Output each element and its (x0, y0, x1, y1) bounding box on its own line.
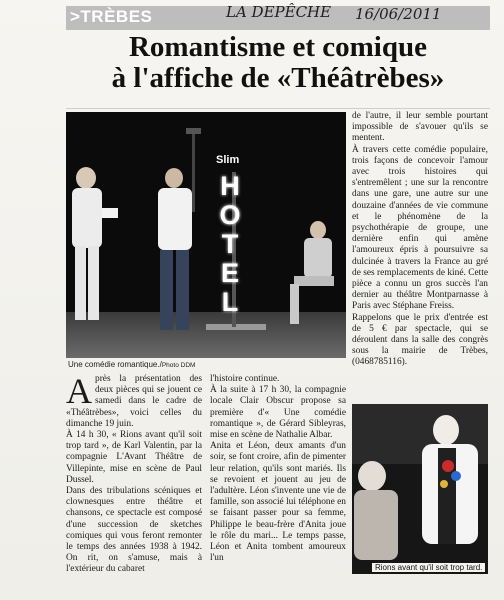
intro-text: près la présentation des deux pièces qui se jouent ce samedi dans le cadre de «Théâtrèbes», voici celles du dimanche 19 juin. (66, 374, 202, 429)
headline-line-1: Romantisme et comique (128, 31, 427, 63)
hotel-sign-small-text: Slim (216, 154, 240, 166)
hotel-letter-e: E (220, 258, 239, 288)
paragraph: À 14 h 30, « Rions avant qu'il soit trop tard », de Karl Valentin, par la compagnie L'Avant Théâtre de Villepinte, mise en scène de Paul Dussel. (66, 430, 202, 485)
paragraph: de l'autre, il leur semble pourtant impossible de s'avouer qu'ils se mentent. (352, 111, 488, 144)
stage-photo-illustration (66, 112, 346, 358)
paragraph: À travers cette comédie populaire, trois façons de concevoir l'amour avec trois histoires qui s'entremêlent ; une sur la rencontre dans une gare, une autre sur une douzaine d'années de vie commune et le phénomène de la psychothérapie de groupe, une dernière enfin qui amène l'amoureux épris à poursuivre sa dulcinée à travers la France au gré de ses remplacements de kiné. Cette pièce a connu un gros succès l'an dernier au théâtre Montparnasse à Paris avec Stéphane Freiss. (352, 144, 488, 312)
hotel-letter-l: L (221, 287, 239, 317)
photo1-credit: Photo DDM (161, 362, 196, 369)
handwritten-source: LA DEPÊCHE (226, 3, 332, 21)
article-column-2 (210, 374, 346, 564)
headline-rule (66, 108, 490, 109)
paragraph: Dans des tribulations scéniques et clownesques entre théâtre et chansons, ce spectacle est composé d'une succession de sketches comiques qui vous feront remonter le temps des années 1938 à 1942. On rit, on s'amuse, mais à l'extérieur du cabaret (66, 486, 202, 575)
handwritten-date: 16/06/2011 (355, 5, 442, 23)
article-column-3 (352, 111, 488, 369)
section-label: >TRÈBES (70, 7, 153, 26)
drop-cap: A (66, 371, 92, 411)
hotel-letter-h: H (220, 171, 240, 201)
paragraph: À la suite à 17 h 30, la compagnie locale Clair Obscur propose sa première d'« Une comédie romantique », de Gérard Sibleyras, mise en scène de Nathalie Albar. (210, 385, 346, 441)
headline (66, 32, 490, 94)
article-column-1 (66, 371, 202, 576)
paragraph: Anita et Léon, deux amants d'un soir, se font croire, afin de pimenter leur relation, qu'ils sont mariés. Ils se revoient et jouent au jeu de l'adultère. Léon s'invente une vie de famille, son associé lui téléphone en se faisant passer pour sa femme, Philippe le beau-frère d'Anita joue le rôle du mari... Le temps passe, Léon et Anita tombent amoureux l'un (210, 441, 346, 564)
clowns-photo (352, 404, 488, 574)
hotel-letter-t: T (221, 229, 239, 259)
intro-paragraph (66, 371, 202, 430)
hotel-letter-o: O (219, 200, 241, 230)
stage-photo (66, 112, 346, 358)
clowns-photo-illustration (352, 404, 488, 574)
photo1-caption-text: Une comédie romantique./ (68, 360, 162, 369)
photo2-caption: Rions avant qu'il soit trop tard. (372, 563, 485, 572)
paragraph: Rappelons que le prix d'entrée est de 5 € par spectacle, qui se déroulent dans la salle des congrès sous la mairie de Trèbes, (0468785116). (352, 312, 488, 368)
headline-line-2: à l'affiche de «Théâtrèbes» (111, 62, 445, 94)
paragraph: l'histoire continue. (210, 374, 280, 384)
photo1-caption (68, 360, 195, 369)
hotel-sign-letters (216, 172, 244, 317)
